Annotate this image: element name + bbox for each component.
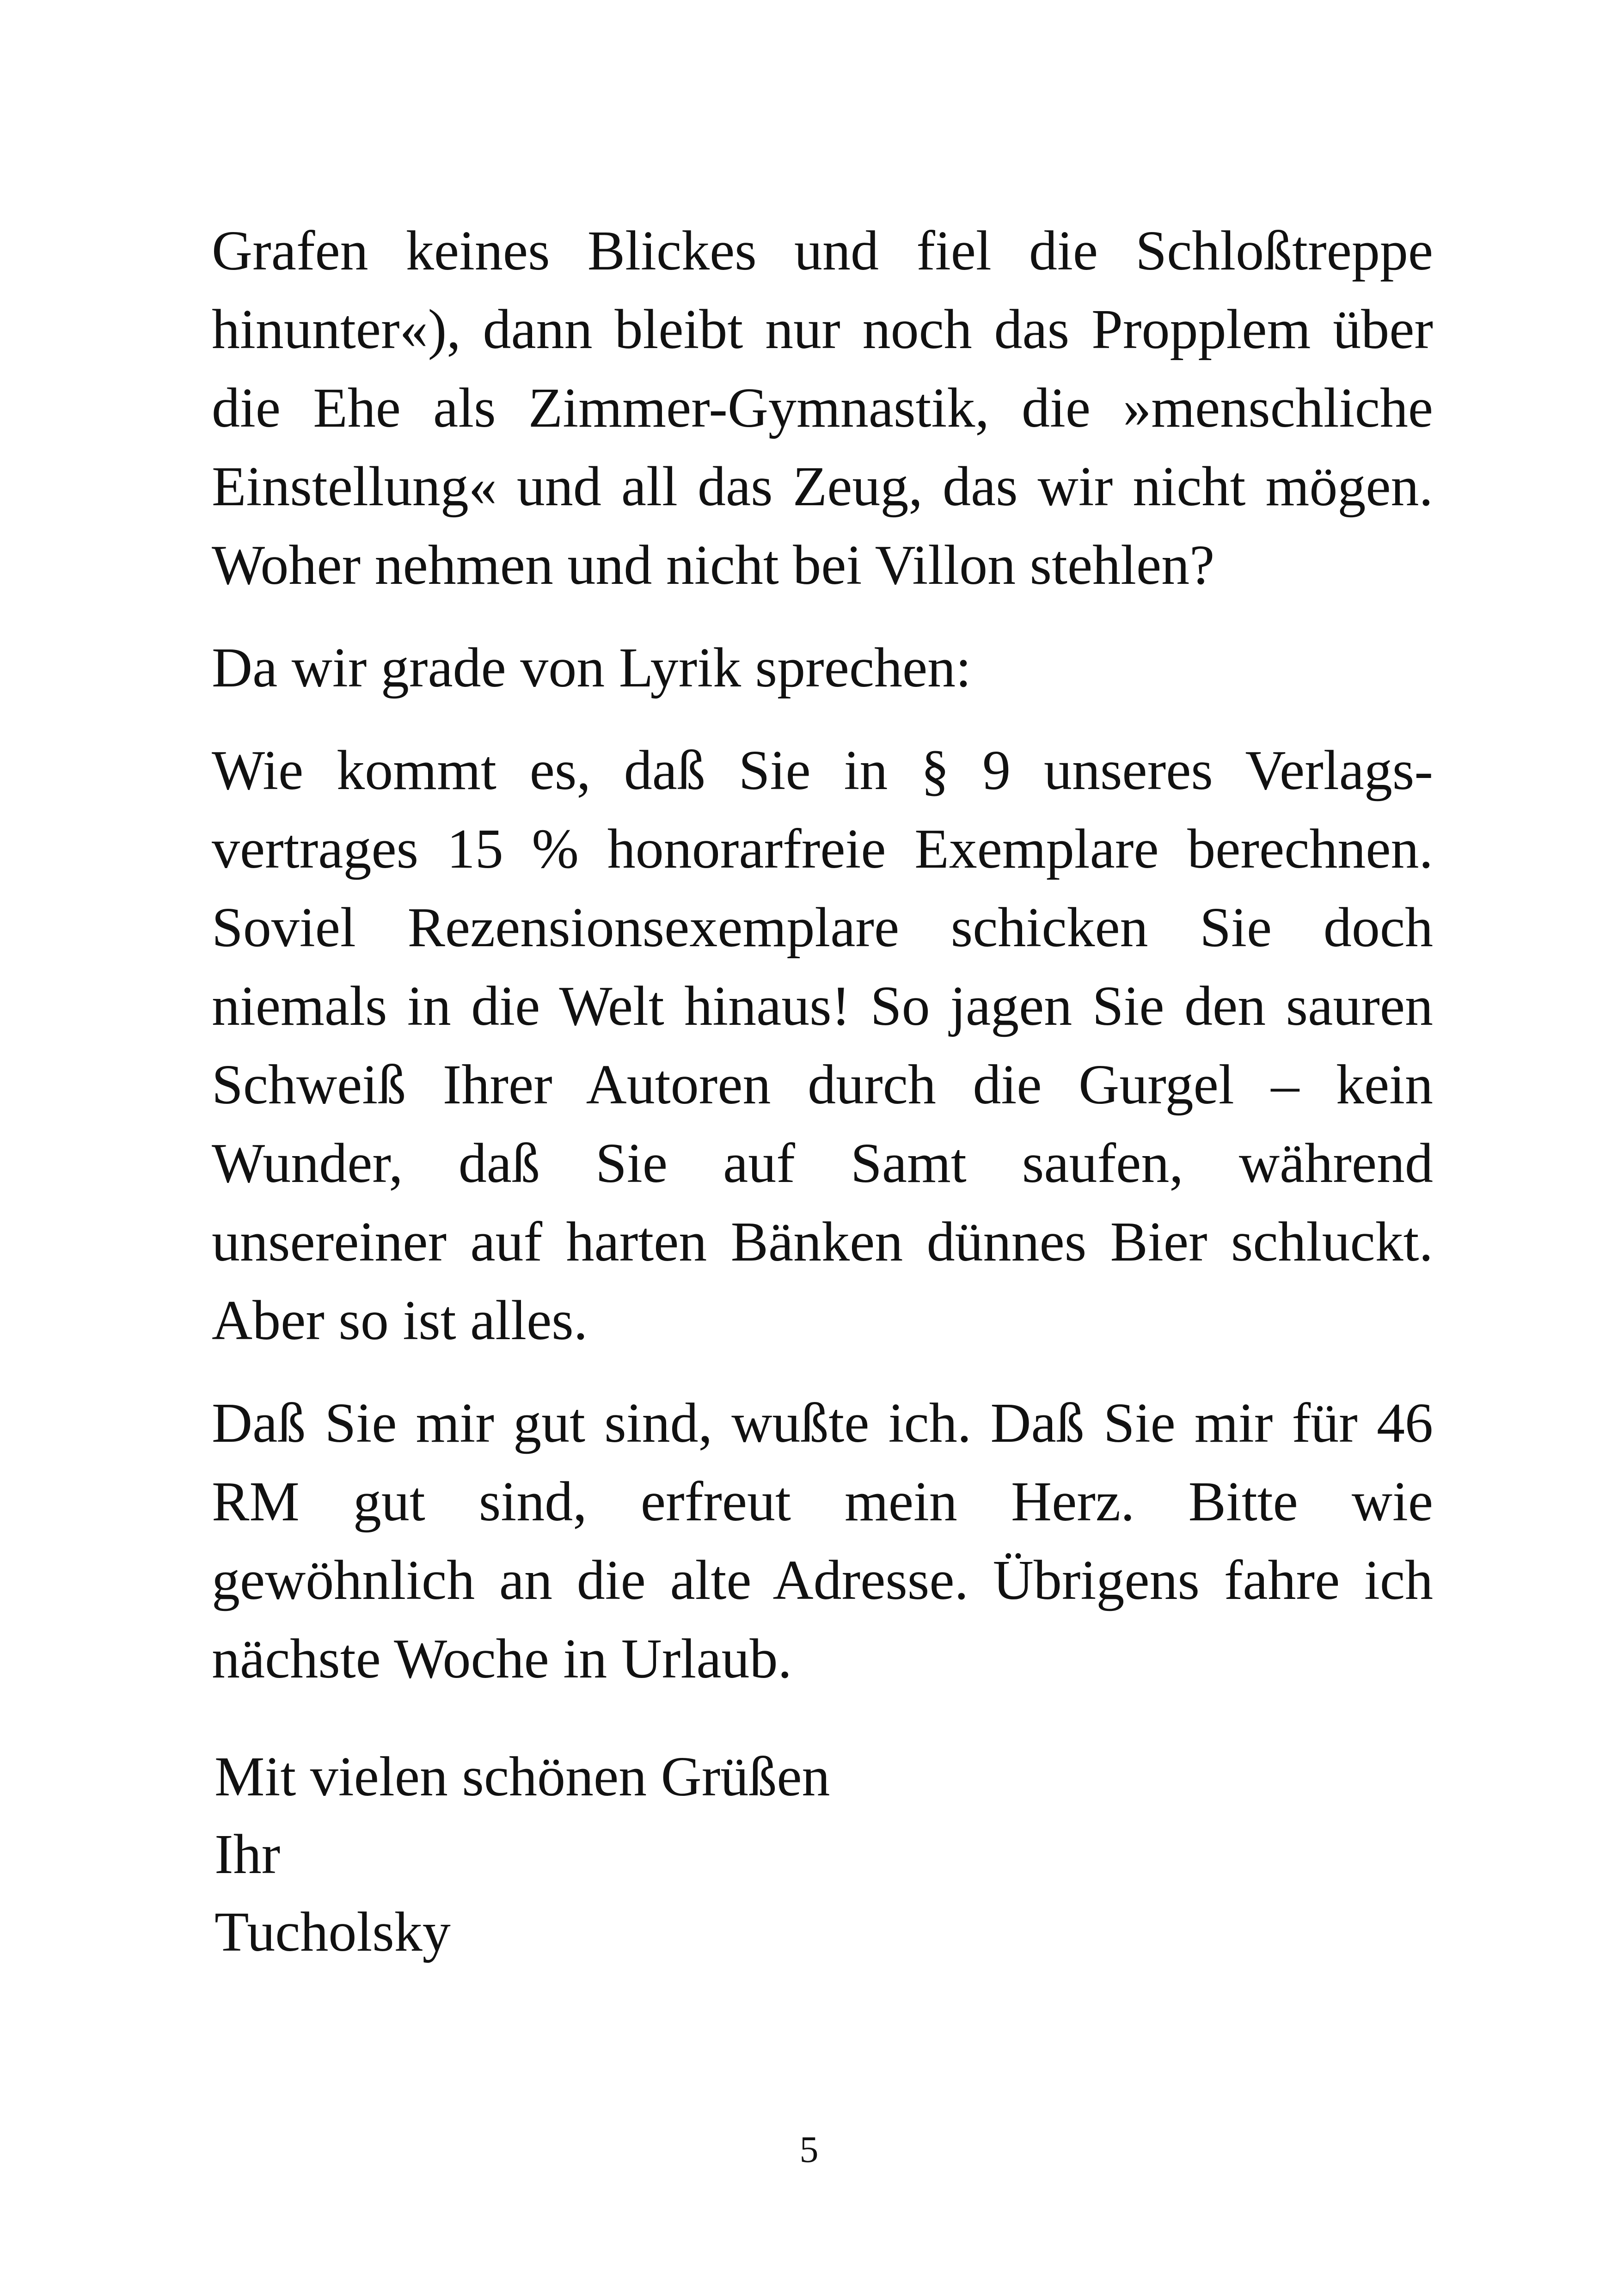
- paragraph-1: Grafen keines Blickes und fiel die Schloßtreppe hinunter«), dann bleibt nur noch das Propplem über die Ehe als Zimmer-Gymnastik, die »menschliche Einstellung« und all das Zeug, das wir nicht mögen. Woher nehmen und nicht bei Villon stehlen?: [212, 220, 1433, 596]
- paragraph-2: Da wir grade von Lyrik sprechen:: [212, 637, 972, 699]
- letter-signoff: [215, 1738, 1139, 1971]
- signoff-greeting: Mit vielen schönen Grüßen: [215, 1745, 830, 1808]
- page-number: 5: [799, 2128, 819, 2170]
- signoff-pronoun: Ihr: [215, 1823, 281, 1886]
- paragraph-3: Wie kommt es, daß Sie in § 9 unseres Verlagsvertrages 15 % honorarfreie Exemplare berechnen. Soviel Rezensionsexemplare schicken Sie doch niemals in die Welt hinaus! So jagen Sie den sauren Schweiß Ihrer Autoren durch die Gurgel – kein Wunder, daß Sie auf Samt saufen, während unsereiner auf harten Bänken dünnes Bier schluckt. Aber so ist alles.: [212, 739, 1433, 1352]
- signoff-name: Tucholsky: [215, 1901, 451, 1963]
- letter-body: [212, 212, 1433, 1722]
- paragraph-4: Daß Sie mir gut sind, wußte ich. Daß Sie mir für 46 RM gut sind, erfreut mein Herz. Bitte wie gewöhnlich an die alte Adresse. Übrigens fahre ich nächste Woche in Urlaub.: [212, 1392, 1433, 1690]
